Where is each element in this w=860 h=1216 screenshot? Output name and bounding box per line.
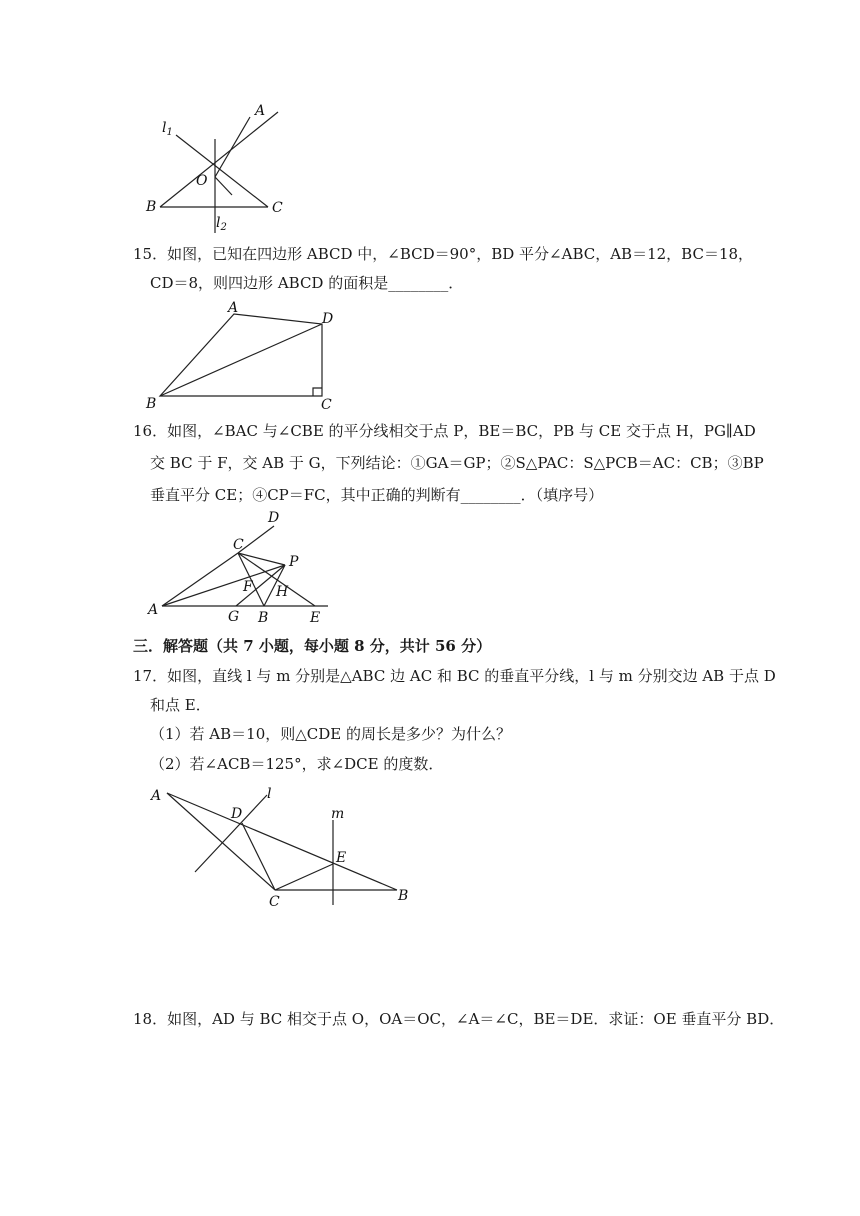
- figure-q16: [140, 508, 345, 626]
- figure-q14: [140, 95, 300, 235]
- label-h: H: [276, 584, 289, 600]
- label-l2: $l_2$: [216, 215, 227, 233]
- q16-line3: 垂直平分 CE；④CP＝FC，其中正确的判断有________．（填序号）: [150, 486, 604, 504]
- label-b: B: [146, 396, 157, 412]
- label-f: F: [243, 579, 253, 595]
- label-d: D: [268, 510, 280, 526]
- q15-line2: CD＝8，则四边形 ABCD 的面积是________．: [150, 274, 464, 292]
- label-b: B: [398, 888, 409, 904]
- label-c: C: [269, 894, 280, 910]
- q16-line1: 16．如图，∠BAC 与∠CBE 的平分线相交于点 P，BE＝BC，PB 与 CE 交于点 H，PG∥AD: [133, 422, 756, 440]
- label-c: C: [321, 397, 332, 413]
- label-l: l: [267, 786, 272, 802]
- label-a: A: [228, 300, 239, 316]
- q17-line2: 和点 E．: [150, 696, 211, 714]
- q17-part2: （2）若∠ACB＝125°，求∠DCE 的度数．: [150, 755, 444, 773]
- q16-line2: 交 BC 于 F，交 AB 于 G，下列结论：①GA＝GP；②S△PAC：S△PCB＝AC：CB；③BP: [150, 454, 764, 472]
- label-c: C: [272, 200, 283, 216]
- q18-line1: 18．如图，AD 与 BC 相交于点 O，OA＝OC，∠A＝∠C，BE＝DE．求证：OE 垂直平分 BD．: [133, 1010, 785, 1028]
- label-a: A: [148, 602, 159, 618]
- label-b: B: [258, 610, 269, 626]
- figure-q15: [140, 298, 360, 416]
- label-p: P: [289, 554, 299, 570]
- label-e: E: [336, 850, 347, 866]
- label-o: O: [196, 173, 208, 189]
- label-l1: $l_1$: [162, 120, 173, 138]
- label-a: A: [255, 103, 266, 119]
- figure-q17: [145, 780, 420, 910]
- section-heading: 三．解答题（共 7 小题，每小题 8 分，共计 56 分）: [133, 637, 492, 655]
- label-d: D: [322, 311, 334, 327]
- q15-line1: 15．如图，已知在四边形 ABCD 中，∠BCD＝90°，BD 平分∠ABC，AB＝12，BC＝18，: [133, 245, 754, 263]
- label-m: m: [331, 806, 345, 822]
- label-e: E: [310, 610, 321, 626]
- q17-part1: （1）若 AB＝10，则△CDE 的周长是多少？为什么？: [150, 725, 512, 743]
- q17-line1: 17．如图，直线 l 与 m 分别是△ABC 边 AC 和 BC 的垂直平分线，l 与 m 分别交边 AB 于点 D: [133, 667, 776, 685]
- label-a: A: [151, 788, 162, 804]
- label-g: G: [228, 609, 240, 625]
- label-c: C: [233, 537, 244, 553]
- label-d: D: [231, 806, 243, 822]
- label-b: B: [146, 199, 157, 215]
